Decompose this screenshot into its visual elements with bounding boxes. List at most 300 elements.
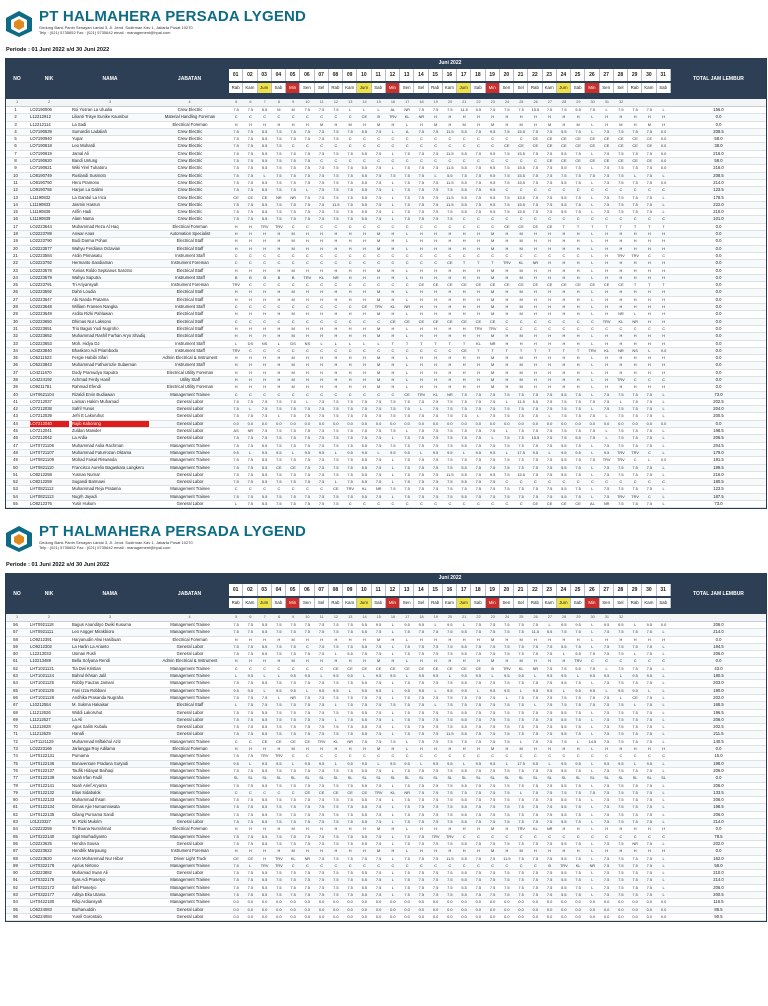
table-row: [6, 783, 766, 790]
day-value-cell: H: [605, 304, 609, 310]
day-value-cell: 7.5: [276, 435, 282, 441]
day-value-cell: C: [405, 252, 409, 258]
row-day-values: [229, 848, 671, 854]
day-value-cell: 7.5: [404, 694, 410, 700]
day-value-cell: L: [277, 413, 280, 419]
day-value-cell: 7.5: [475, 884, 482, 890]
day-value-cell: 7.5: [276, 471, 282, 477]
day-value-cell: 7.5: [247, 811, 254, 817]
day-value-cell: C: [348, 223, 352, 229]
day-value-cell: H: [234, 245, 238, 251]
day-value-cell: 7.5: [318, 651, 325, 657]
cell-jabatan: Instrument Foreman: [171, 848, 209, 854]
cell-nik: LO7190940: [30, 136, 52, 142]
day-value-cell: 7.5: [347, 680, 353, 686]
day-value-cell: 7.5: [618, 165, 624, 171]
day-value-cell: 7.5: [247, 840, 254, 846]
day-value-cell: TRV: [631, 449, 639, 455]
day-value-cell: C: [590, 479, 594, 485]
day-value-cell: L: [505, 428, 508, 434]
day-value-cell: C: [377, 282, 381, 288]
day-value-cell: 7.5: [504, 731, 510, 737]
day-value-cell: 7.5: [475, 680, 482, 686]
cell-total: 214.0: [713, 877, 724, 883]
day-value-cell: L: [591, 848, 594, 854]
day-value-cell: 7.5: [375, 877, 382, 883]
day-value-cell: H: [448, 121, 452, 127]
day-value-cell: H: [434, 636, 438, 642]
day-value-cell: 7.5: [247, 158, 254, 164]
day-value-cell: H: [633, 369, 637, 375]
day-value-cell: 7.5: [375, 804, 382, 810]
day-value-cell: C: [662, 187, 666, 193]
day-value-cell: TRV: [303, 274, 312, 280]
cell-total: 202.0: [713, 840, 724, 846]
day-value-cell: 7.5: [475, 767, 482, 773]
header-days: [229, 69, 671, 81]
day-value-cell: C: [320, 347, 324, 353]
day-value-cell: 0.0: [318, 899, 325, 905]
day-value-cell: 7.5: [504, 651, 510, 657]
table-row: [6, 195, 766, 202]
day-header-cell: 07: [315, 584, 329, 596]
day-value-cell: 7.5: [247, 702, 254, 708]
cell-nama: La Gamtul La Inca: [72, 194, 107, 200]
cell-nik: LHT0122134: [30, 804, 55, 810]
cell-jabatan: Management Trainee: [170, 775, 210, 781]
day-value-cell: 7.5: [304, 884, 311, 890]
day-value-cell: H: [391, 267, 395, 273]
day-value-cell: 0.0: [518, 906, 524, 912]
day-value-cell: M: [491, 267, 495, 273]
day-value-cell: L: [391, 877, 394, 883]
day-value-cell: 7.5: [618, 629, 624, 635]
day-header-cell: 01: [229, 69, 243, 81]
day-value-cell: C: [576, 833, 580, 839]
day-value-cell: C: [476, 252, 480, 258]
day-value-cell: 7.5: [247, 464, 254, 470]
day-value-cell: CE: [532, 282, 539, 288]
day-value-cell: C: [362, 347, 366, 353]
day-value-cell: 7.5: [304, 150, 311, 156]
day-value-cell: C: [377, 158, 381, 164]
cell-no: 95: [13, 906, 18, 912]
day-value-cell: 7.5: [276, 702, 282, 708]
day-value-cell: 7.5: [347, 716, 353, 722]
day-value-cell: M: [519, 333, 523, 339]
day-value-cell: 0.0: [575, 906, 581, 912]
day-value-cell: H: [305, 746, 309, 752]
day-value-cell: L: [634, 760, 637, 766]
day-value-cell: L: [619, 694, 622, 700]
day-value-cell: 7.5: [290, 128, 296, 134]
table-row: [6, 435, 766, 442]
day-value-cell: 7.5: [318, 870, 325, 876]
day-value-cell: H: [605, 121, 609, 127]
day-value-cell: H: [334, 267, 338, 273]
day-value-cell: 7.5: [646, 694, 653, 700]
day-value-cell: CE: [233, 855, 239, 861]
day-value-cell: L: [334, 479, 337, 485]
day-value-cell: 7.5: [432, 493, 439, 499]
cell-no: 18: [13, 231, 18, 237]
day-value-cell: C: [320, 665, 324, 671]
day-value-cell: 7.5: [418, 128, 425, 134]
day-value-cell: 7.5: [276, 716, 282, 722]
day-value-cell: 7.5: [418, 819, 425, 825]
day-value-cell: C: [405, 223, 409, 229]
day-value-cell: 7.5: [318, 493, 325, 499]
day-value-cell: 7.5: [632, 435, 638, 441]
day-value-cell: 7.5: [504, 877, 510, 883]
day-value-cell: H: [391, 384, 395, 390]
day-value-cell: 7.5: [646, 738, 653, 744]
day-value-cell: 7.5: [347, 150, 353, 156]
day-value-cell: H: [419, 333, 423, 339]
day-value-cell: H: [633, 238, 637, 244]
day-value-cell: H: [234, 267, 238, 273]
day-value-cell: 7.5: [233, 731, 239, 737]
day-value-cell: 0.0: [518, 899, 524, 905]
day-value-cell: 5.5: [561, 709, 567, 715]
day-value-cell: TRV: [560, 862, 568, 868]
day-value-cell: C: [305, 862, 309, 868]
cell-jabatan: Instrument Staff: [175, 304, 205, 310]
day-value-cell: 7.5: [489, 782, 496, 788]
day-value-cell: L: [662, 428, 665, 434]
day-value-cell: C: [633, 325, 637, 331]
column-number-cell: 29: [576, 615, 581, 619]
day-value-cell: H: [248, 223, 252, 229]
day-value-cell: 7.5: [304, 840, 311, 846]
cell-total: 196.5: [713, 709, 724, 715]
day-value-cell: 7.5: [247, 819, 254, 825]
day-value-cell: 7.5: [404, 194, 410, 200]
day-value-cell: C: [519, 216, 523, 222]
day-value-cell: 7.5: [575, 767, 581, 773]
weekday-header-cell: Min: [386, 598, 400, 608]
day-value-cell: 7.5: [489, 891, 496, 897]
day-value-cell: L: [463, 449, 466, 455]
day-value-cell: M: [462, 121, 466, 127]
row-day-values: [229, 268, 671, 274]
day-value-cell: 7.5: [318, 107, 325, 112]
day-value-cell: 7.5: [347, 884, 353, 890]
day-value-cell: 5.5: [447, 172, 453, 178]
cell-nama: Yusnan Nurnar: [72, 471, 100, 477]
day-value-cell: L: [463, 622, 466, 627]
cell-nik: LHT1021128: [30, 694, 54, 700]
cell-nama: Noah Arief Aryanto: [72, 782, 107, 788]
day-value-cell: H: [234, 746, 238, 752]
row-day-values: [229, 812, 671, 818]
day-value-cell: H: [662, 848, 666, 854]
day-value-cell: H: [462, 376, 466, 382]
cell-jabatan: Management Trainee: [170, 391, 210, 397]
day-value-cell: 5.5: [532, 398, 539, 404]
cell-nama: Ardita Rizki Pahlawan: [72, 311, 113, 317]
cell-nik: LHT0322176: [30, 877, 55, 883]
day-value-cell: 7.5: [603, 643, 610, 649]
day-value-cell: H: [533, 340, 537, 346]
day-value-cell: 0.0: [504, 913, 510, 919]
day-value-cell: L: [391, 694, 394, 700]
day-value-cell: L: [349, 340, 352, 346]
day-value-cell: 7.5: [575, 150, 581, 156]
cell-jabatan: Crew Electric: [177, 143, 203, 149]
day-value-cell: 5.5: [361, 457, 368, 463]
day-value-cell: 7.5: [532, 194, 539, 200]
day-value-cell: 5.5: [261, 143, 268, 149]
day-value-cell: 7.5: [475, 782, 482, 788]
day-value-cell: C: [263, 114, 267, 120]
day-value-cell: 7.5: [546, 150, 553, 156]
day-value-cell: T: [462, 260, 466, 266]
day-value-cell: 7.5: [603, 209, 610, 215]
day-value-cell: 0.0: [375, 899, 382, 905]
day-value-cell: 7.5: [618, 665, 624, 671]
day-value-cell: 7.5: [290, 187, 296, 193]
day-value-cell: M: [491, 245, 495, 251]
row-day-values: [229, 406, 671, 412]
day-value-cell: 9.5: [404, 760, 410, 766]
day-value-cell: C: [462, 862, 466, 868]
day-value-cell: H: [619, 848, 623, 854]
cell-no: 16: [13, 216, 18, 222]
cell-nik: LO2223652: [30, 333, 52, 339]
header-weekdays: [229, 83, 671, 93]
row-day-values: [229, 355, 671, 361]
day-value-cell: 7.5: [561, 107, 567, 112]
day-value-cell: C: [476, 216, 480, 222]
day-value-cell: 7.5: [461, 172, 467, 178]
day-value-cell: C: [605, 479, 609, 485]
day-value-cell: L: [591, 114, 594, 120]
table-row: [6, 173, 766, 180]
day-value-cell: 0.0: [261, 913, 268, 919]
day-value-cell: 7.5: [318, 479, 325, 485]
cell-total: 202.0: [713, 694, 724, 700]
row-day-values: [229, 311, 671, 317]
day-value-cell: 7.5: [233, 479, 239, 485]
day-value-cell: C: [419, 862, 423, 868]
cell-nik: LHT0422180: [30, 899, 55, 905]
day-value-cell: M: [491, 658, 495, 664]
day-value-cell: CE: [504, 282, 510, 288]
day-value-cell: 7.5: [646, 884, 653, 890]
day-value-cell: L: [391, 209, 394, 215]
day-value-cell: H: [448, 289, 452, 295]
day-value-cell: 7.5: [546, 884, 553, 890]
day-value-cell: H: [576, 826, 580, 832]
day-value-cell: C: [562, 216, 566, 222]
day-value-cell: H: [548, 384, 552, 390]
day-value-cell: H: [505, 636, 509, 642]
day-value-cell: 5.5: [261, 840, 268, 846]
table-row: [6, 892, 766, 899]
day-value-cell: 7.5: [546, 172, 553, 178]
day-value-cell: 7.5: [532, 201, 539, 207]
day-value-cell: L: [662, 486, 665, 492]
cell-total: 178.5: [713, 194, 724, 200]
day-value-cell: 5.5: [461, 493, 467, 499]
day-value-cell: 0.0: [575, 420, 581, 426]
day-value-cell: 7.5: [333, 870, 339, 876]
day-value-cell: 9.5: [489, 201, 496, 207]
table-body: [6, 622, 766, 921]
day-value-cell: C: [448, 753, 452, 759]
day-value-cell: L: [591, 884, 594, 890]
day-value-cell: 0.0: [361, 420, 368, 426]
day-value-cell: 7.5: [404, 398, 410, 404]
day-value-cell: 7.5: [290, 398, 296, 404]
day-value-cell: L: [648, 687, 651, 693]
day-value-cell: 7.5: [432, 486, 439, 492]
day-value-cell: H: [476, 114, 480, 120]
day-value-cell: 7.5: [546, 716, 553, 722]
day-value-cell: 7.5: [375, 797, 382, 803]
day-value-cell: M: [519, 238, 523, 244]
day-value-cell: 7.5: [432, 398, 439, 404]
day-value-cell: 5.5: [561, 457, 567, 463]
day-value-cell: H: [462, 238, 466, 244]
day-value-cell: C: [519, 136, 523, 142]
weekday-header-cell: Kam: [343, 598, 357, 608]
day-value-cell: C: [662, 753, 666, 759]
row-day-values: [229, 907, 671, 913]
day-value-cell: CE: [404, 391, 410, 397]
day-value-cell: CE: [632, 158, 638, 164]
day-value-cell: C: [434, 260, 438, 266]
header-total: TOTAL JAM LEMBUR: [693, 591, 744, 597]
day-value-cell: 0.0: [361, 906, 368, 912]
day-value-cell: H: [476, 121, 480, 127]
cell-jabatan: Crew Electric: [177, 187, 203, 193]
day-value-cell: 7.5: [504, 471, 510, 477]
day-value-cell: C: [348, 501, 352, 507]
day-value-cell: 7.5: [361, 738, 368, 744]
day-value-cell: C: [320, 282, 324, 288]
day-value-cell: H: [562, 376, 566, 382]
weekday-header-cell: Sel: [414, 83, 428, 93]
day-value-cell: 7.5: [404, 209, 410, 215]
day-value-cell: 5.5: [461, 767, 467, 773]
day-value-cell: CE: [532, 143, 539, 149]
day-value-cell: 7.5: [347, 172, 353, 178]
day-value-cell: 7.5: [632, 391, 638, 397]
day-value-cell: 7.5: [304, 724, 311, 730]
cell-jabatan: Management Trainee: [170, 622, 210, 627]
day-value-cell: H: [419, 384, 423, 390]
day-value-cell: 7.5: [518, 493, 524, 499]
day-value-cell: 7.5: [504, 767, 510, 773]
day-value-cell: 7.5: [318, 709, 325, 715]
day-value-cell: C: [391, 223, 395, 229]
day-value-cell: L: [662, 406, 665, 412]
day-value-cell: 7.5: [646, 709, 653, 715]
table-row: [6, 238, 766, 245]
column-number-cell: 7: [263, 615, 266, 619]
day-value-cell: C: [519, 325, 523, 331]
day-value-cell: 0.0: [489, 906, 496, 912]
day-value-cell: 7.5: [233, 201, 239, 207]
day-value-cell: C: [434, 347, 438, 353]
day-value-cell: H: [348, 245, 352, 251]
day-value-cell: 7.5: [489, 398, 496, 404]
day-value-cell: H: [662, 238, 666, 244]
cell-total: 123.5: [713, 486, 724, 492]
day-value-cell: 7.5: [575, 179, 581, 185]
day-value-cell: C: [291, 223, 295, 229]
day-value-cell: 7.5: [504, 486, 510, 492]
day-value-cell: H: [348, 376, 352, 382]
day-value-cell: 5.5: [461, 797, 467, 803]
day-value-cell: L: [591, 709, 594, 715]
day-value-cell: 7.5: [276, 877, 282, 883]
day-value-cell: C: [434, 501, 438, 507]
day-value-cell: H: [334, 362, 338, 368]
day-value-cell: 7.5: [618, 811, 624, 817]
day-value-cell: CE: [546, 223, 553, 229]
day-value-cell: 5.5: [261, 150, 268, 156]
day-value-cell: H: [334, 238, 338, 244]
day-value-cell: H: [234, 238, 238, 244]
day-value-cell: 7.5: [247, 442, 254, 448]
day-value-cell: 7.5: [518, 694, 524, 700]
day-value-cell: H: [348, 296, 352, 302]
cell-no: 63: [13, 673, 18, 679]
cell-jabatan: General Labor: [176, 643, 204, 649]
cell-nama: Hermanto Sandiaman: [72, 260, 113, 266]
day-value-cell: 7.5: [333, 413, 339, 419]
day-value-cell: H: [462, 355, 466, 361]
day-value-cell: SL: [433, 775, 438, 781]
day-value-cell: 0.0: [447, 420, 453, 426]
day-value-cell: 5.5: [261, 643, 268, 649]
day-value-cell: H: [576, 636, 580, 642]
day-value-cell: M: [491, 826, 495, 832]
column-number-cell: 10: [305, 615, 310, 619]
day-value-cell: 9.5: [261, 760, 268, 766]
day-value-cell: L: [591, 464, 594, 470]
day-value-cell: 7.5: [247, 128, 254, 134]
day-value-cell: 5.5: [261, 804, 268, 810]
day-value-cell: H: [533, 362, 537, 368]
table-row: [6, 392, 766, 399]
day-value-cell: L: [406, 333, 409, 339]
day-value-cell: 7.5: [347, 709, 353, 715]
cell-total: 206.0: [713, 782, 724, 788]
day-value-cell: SL: [262, 775, 267, 781]
cell-nik: L12212114: [30, 121, 51, 127]
cell-no: 65: [13, 687, 18, 693]
day-value-cell: H: [448, 636, 452, 642]
day-value-cell: 7.5: [233, 435, 239, 441]
day-value-cell: 7.5: [276, 833, 282, 839]
cell-jabatan: Electrical Foreman: [172, 746, 208, 752]
day-value-cell: C: [533, 325, 537, 331]
day-value-cell: H: [434, 325, 438, 331]
day-value-cell: 0.0: [432, 906, 439, 912]
day-value-cell: C: [391, 136, 395, 142]
cell-nik: LHT0821113: [30, 493, 54, 499]
cell-jabatan: Crew Electric: [177, 158, 203, 164]
header-month: Juni 2022: [438, 60, 462, 66]
day-value-cell: 7.5: [489, 622, 496, 627]
day-value-cell: M: [491, 296, 495, 302]
day-value-cell: 7.5: [618, 471, 624, 477]
cell-nik: LHT0222140: [30, 833, 55, 839]
